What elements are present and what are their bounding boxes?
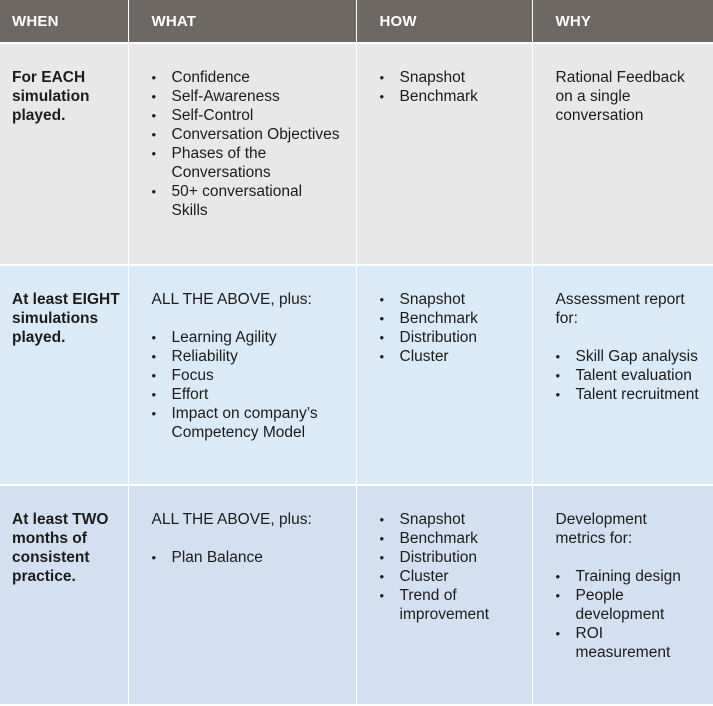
table-body — [0, 43, 713, 705]
table-row — [0, 43, 713, 265]
list-item: • Trend of improvement — [380, 586, 518, 624]
how-list — [380, 510, 518, 624]
list-item: • Cluster — [380, 347, 518, 366]
how-list — [380, 290, 518, 366]
how-cell — [356, 485, 532, 705]
how-cell — [356, 43, 532, 265]
header-what: WHAT — [128, 0, 356, 43]
when-cell: At least EIGHT simulations played. — [0, 265, 128, 485]
why-cell — [532, 485, 713, 705]
list-item: • Skill Gap analysis — [556, 347, 700, 366]
list-item: • Plan Balance — [152, 548, 342, 567]
list-item: • Focus — [152, 366, 342, 385]
list-item: • Snapshot — [380, 68, 518, 87]
list-item: • Snapshot — [380, 290, 518, 309]
list-item: • Talent evaluation — [556, 366, 700, 385]
list-item: • Talent recruitment — [556, 385, 700, 404]
spacer — [152, 529, 342, 548]
what-cell — [128, 43, 356, 265]
header-how: HOW — [356, 0, 532, 43]
spacer — [556, 548, 700, 567]
list-item: • Effort — [152, 385, 342, 404]
list-item: • Phases of the Conversations — [152, 144, 342, 182]
list-item: • Conversation Objectives — [152, 125, 342, 144]
how-cell — [356, 265, 532, 485]
when-cell: For EACH simulation played. — [0, 43, 128, 265]
table-row — [0, 485, 713, 705]
list-item: • Self-Control — [152, 106, 342, 125]
list-item: • Reliability — [152, 347, 342, 366]
list-item: • Benchmark — [380, 87, 518, 106]
list-item: • People development — [556, 586, 700, 624]
list-item: • Cluster — [380, 567, 518, 586]
list-item: • Confidence — [152, 68, 342, 87]
what-list — [152, 328, 342, 442]
what-list — [152, 548, 342, 567]
how-list — [380, 68, 518, 106]
header-when: WHEN — [0, 0, 128, 43]
what-intro: ALL THE ABOVE, plus: — [151, 511, 312, 528]
why-intro: Development metrics for: — [555, 511, 647, 547]
spacer — [556, 328, 700, 347]
header-row — [0, 0, 713, 43]
list-item: • Learning Agility — [152, 328, 342, 347]
why-list — [556, 347, 700, 404]
what-intro: ALL THE ABOVE, plus: — [151, 291, 312, 308]
table-header — [0, 0, 713, 43]
why-intro: Rational Feedback on a single conversation — [555, 69, 685, 124]
when-cell: At least TWO months of consistent practice. — [0, 485, 128, 705]
list-item: • Impact on company’s Competency Model — [152, 404, 342, 442]
table-row — [0, 265, 713, 485]
list-item: • Snapshot — [380, 510, 518, 529]
what-cell — [128, 265, 356, 485]
spacer — [152, 309, 342, 328]
what-cell — [128, 485, 356, 705]
list-item: • Distribution — [380, 548, 518, 567]
why-cell — [532, 265, 713, 485]
what-list — [152, 68, 342, 220]
list-item: • 50+ conversational Skills — [152, 182, 342, 220]
list-item: • Distribution — [380, 328, 518, 347]
list-item: • Self-Awareness — [152, 87, 342, 106]
why-list — [556, 567, 700, 662]
list-item: • ROI measurement — [556, 624, 700, 662]
list-item: • Benchmark — [380, 529, 518, 548]
why-cell — [532, 43, 713, 265]
list-item: • Benchmark — [380, 309, 518, 328]
why-intro: Assessment report for: — [555, 291, 685, 327]
header-why: WHY — [532, 0, 713, 43]
list-item: • Training design — [556, 567, 700, 586]
